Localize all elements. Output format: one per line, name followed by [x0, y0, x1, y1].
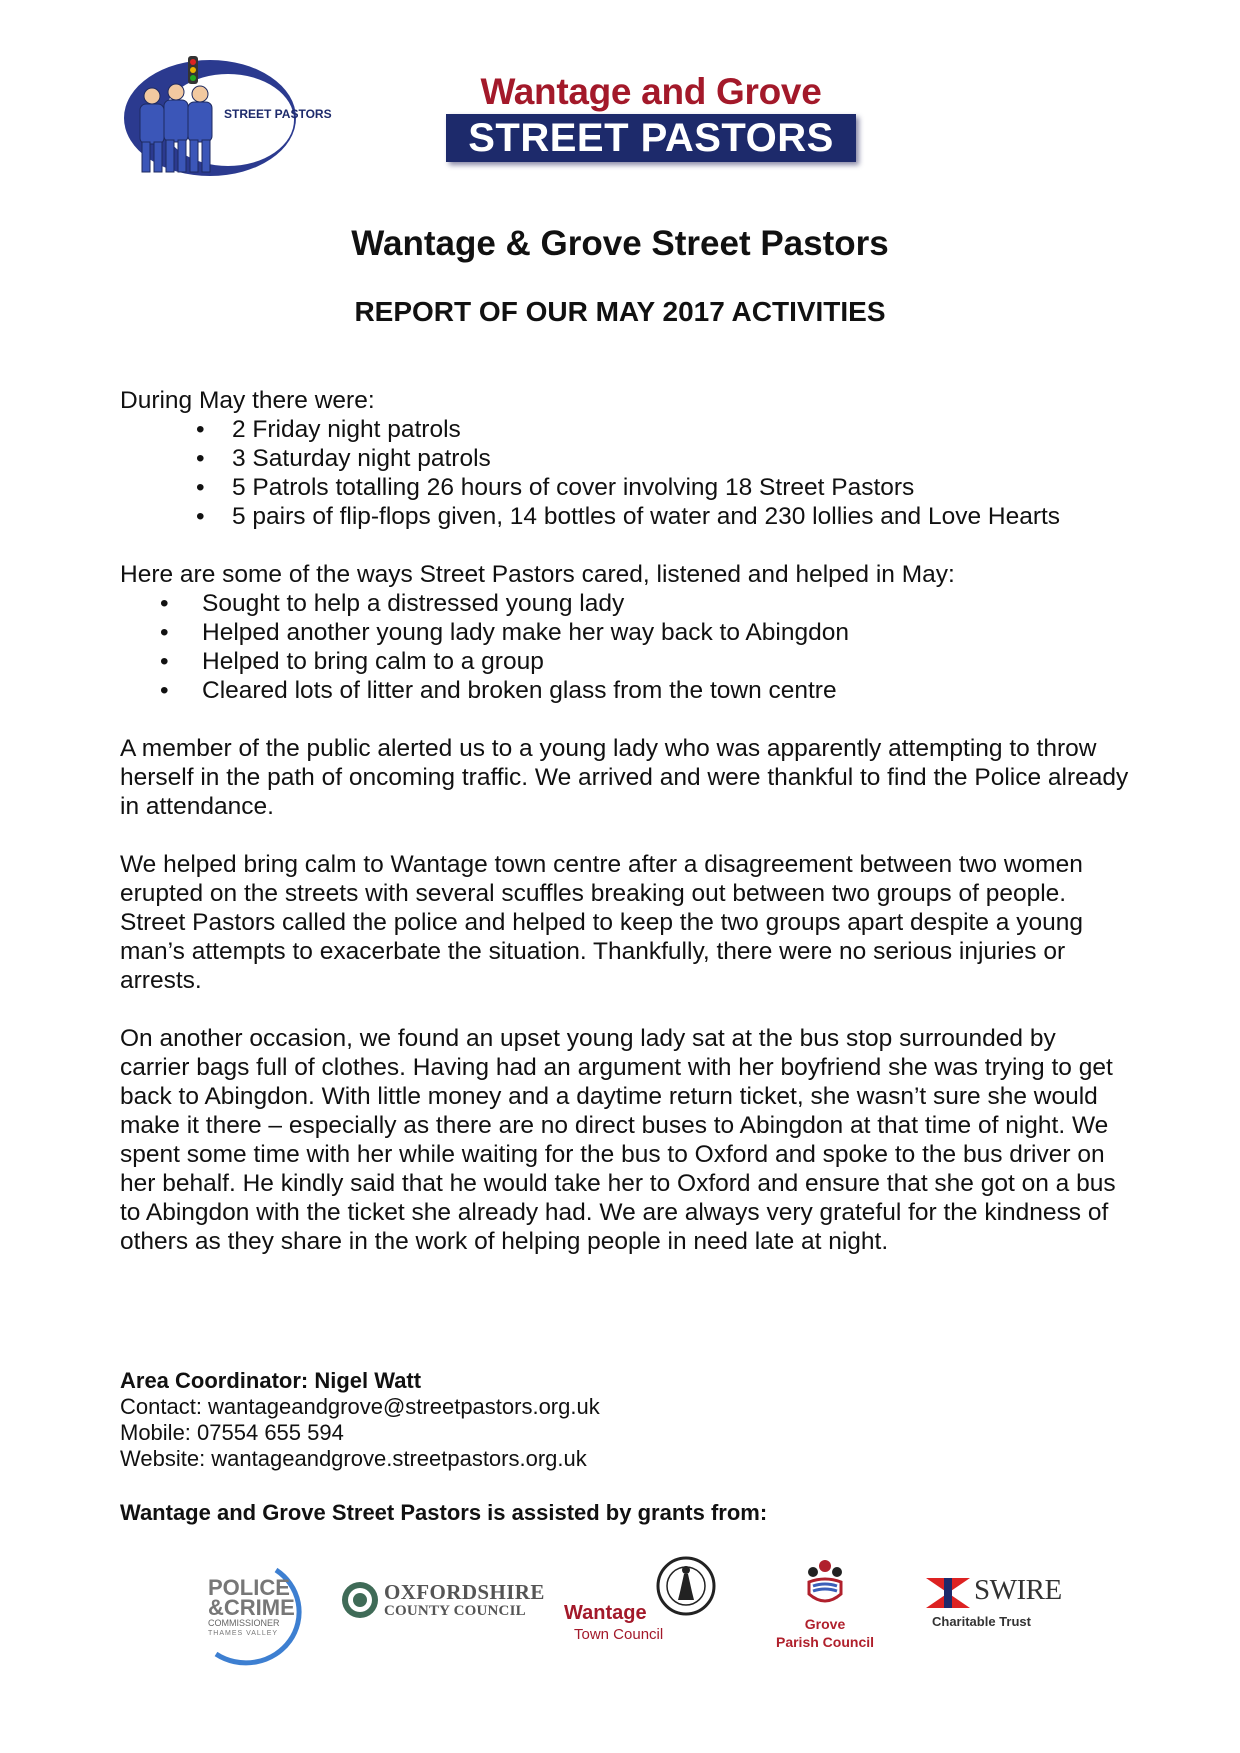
pcc-line3: COMMISSIONER — [208, 1618, 280, 1628]
pcc-line4: THAMES VALLEY — [208, 1630, 279, 1637]
swire-line2: Charitable Trust — [932, 1614, 1031, 1629]
grove-line1: Grove — [804, 1616, 846, 1632]
list-item: • 5 pairs of flip-flops given, 14 bottles of water and 230 lollies and Love Hearts — [120, 502, 1130, 531]
area-coordinator: Area Coordinator: Nigel Watt — [120, 1368, 422, 1393]
list-item: • 2 Friday night patrols — [120, 415, 1130, 444]
brand-line1: Wantage and Grove — [480, 71, 822, 112]
swire-line1: SWIRE — [974, 1574, 1062, 1606]
paragraph: A member of the public alerted us to a young lady who was apparently attempting to throw herself in the path of oncoming traffic. We arrived and were thankful to find the Police already in attendance. — [120, 735, 1129, 820]
wtc-line1: Wantage — [564, 1602, 647, 1624]
list-item: • Helped another young lady make her way back to Abingdon — [120, 618, 1130, 647]
occ-line2: COUNTY COUNCIL — [384, 1603, 526, 1619]
contact-block — [120, 1368, 600, 1472]
contact-website[interactable]: Website: wantageandgrove.streetpastors.org.uk — [120, 1446, 587, 1471]
wantage-town-council-logo — [560, 1548, 730, 1653]
list-item: • Sought to help a distressed young lady — [120, 589, 1130, 618]
brand-block — [446, 72, 856, 162]
ways-intro: Here are some of the ways Street Pastors cared, listened and helped in May: — [120, 561, 955, 588]
ways-list — [120, 589, 1130, 705]
stats-list — [120, 415, 1130, 531]
page-title: Wantage & Grove Street Pastors — [351, 224, 889, 263]
stats-intro: During May there were: — [120, 387, 375, 414]
report-subtitle: REPORT OF OUR MAY 2017 ACTIVITIES — [354, 296, 886, 327]
report-body — [120, 386, 1130, 1256]
contact-email[interactable]: Contact: wantageandgrove@streetpastors.org.uk — [120, 1394, 600, 1419]
contact-mobile: Mobile: 07554 655 594 — [120, 1420, 344, 1445]
grants-title: Wantage and Grove Street Pastors is assisted by grants from: — [120, 1500, 768, 1525]
swire-charitable-trust-logo — [922, 1572, 1062, 1632]
list-item: • Helped to bring calm to a group — [120, 647, 1130, 676]
pcc-logo — [204, 1562, 314, 1658]
pcc-line1: POLICE — [208, 1575, 290, 1600]
list-item: • Cleared lots of litter and broken glass from the town centre — [120, 676, 1130, 705]
grove-line2: Parish Council — [775, 1634, 875, 1650]
logo-text-line1: STREET PASTORS — [224, 107, 332, 121]
list-item: • 5 Patrols totalling 26 hours of cover involving 18 Street Pastors — [120, 473, 1130, 502]
oxfordshire-county-council-logo — [340, 1578, 545, 1628]
wtc-line2: Town Council — [574, 1626, 664, 1643]
sponsor-logos — [0, 1548, 1240, 1668]
list-item: • 3 Saturday night patrols — [120, 444, 1130, 473]
brand-line2: STREET PASTORS — [446, 114, 856, 162]
pcc-line2: &CRIME — [208, 1595, 295, 1620]
street-pastors-logo — [118, 56, 332, 182]
paragraph: On another occasion, we found an upset young lady sat at the bus stop surrounded by carrier bags full of clothes. Having had an argument with her boyfriend she was trying to get back to Abingdon. With little money and a daytime return ticket, she wasn’t sure she would make it there – especially as there are no direct buses to Abingdon at that time of night. We spent some time with her while waiting for the bus to Oxford and spoke to the bus driver on her behalf. He kindly said that he would take her to Oxford and ensure that she got on a bus to Abingdon with the ticket she already had. We are always very grateful for the kindness of others as they share in the work of helping people in need late at night. — [120, 1025, 1116, 1255]
paragraph: We helped bring calm to Wantage town centre after a disagreement between two women erupted on the streets with several scuffles breaking out between two groups of people. Street Pastors called the police and helped to keep the two groups apart despite a young man’s attempts to exacerbate the situation. Thankfully, there were no serious injuries or arrests. — [120, 851, 1083, 994]
occ-line1: OXFORDSHIRE — [384, 1580, 545, 1604]
grove-parish-council-logo — [760, 1556, 890, 1666]
